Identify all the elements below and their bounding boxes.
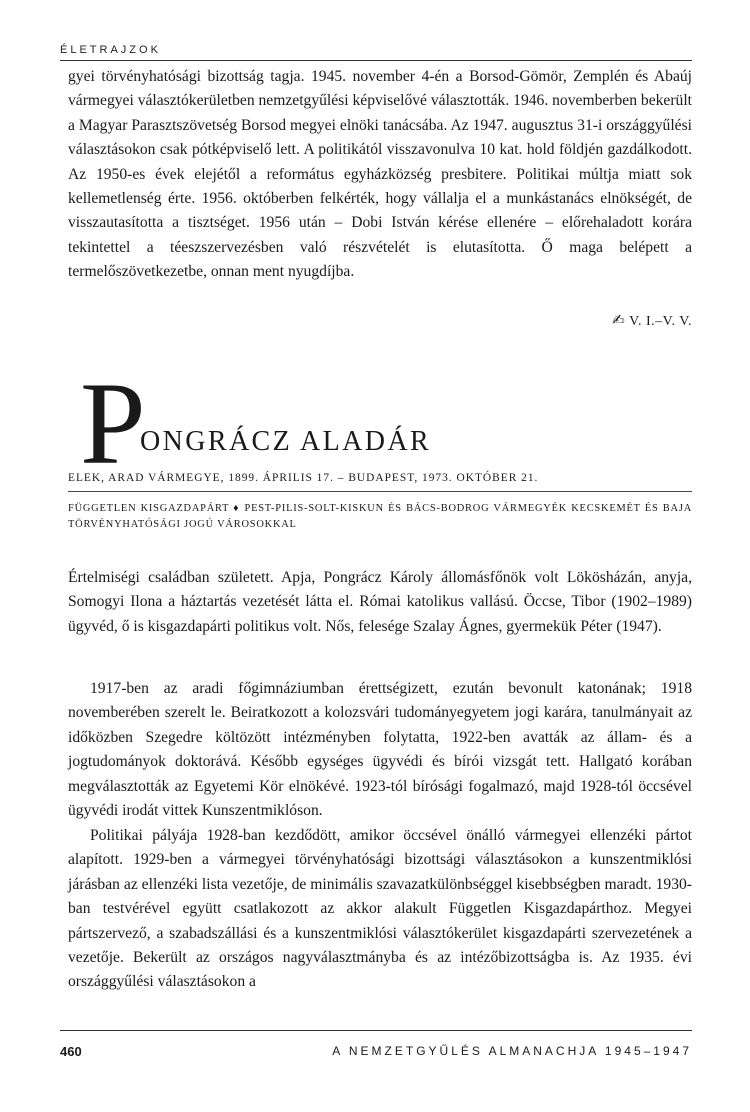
entry-dropcap: P: [80, 358, 146, 489]
footer-rule: [60, 1030, 692, 1031]
author-signature: [612, 311, 692, 330]
page-number: 460: [60, 1044, 82, 1059]
pen-writing-icon: ✍: [612, 311, 626, 329]
biography-paragraph: Politikai pályája 1928-ban kezdődött, amikor öccsével önálló vármegyei ellenzéki pártot alapított. 1929-ben a vármegyei törvényhatósági bizottsági választásokon a kunszentmiklósi járásban az ellenzéki lista vezetője, de minimális szavazatkülönbséggel kisebbségben maradt. 1930-ban testvérével együtt csatlakozott az akkor alakult Független Kisgazdapárthoz. Megyei pártszervező, a szabadszállási és a kunszentmiklósi választókerület kisgazdapárti szervezetének a vezetője. Bekerült az országos nagyválasztmányba és az intézőbizottságba is. Az 1935. évi országgyűlési választásokon a: [68, 827, 692, 991]
party-constituency: FÜGGETLEN KISGAZDAPÁRT ♦ PEST-PILIS-SOLT-KISKUN ÉS BÁCS-BODROG VÁRMEGYÉK KECSKEMÉT ÉS BAJA TÖRVÉNYHATÓSÁGI JOGÚ VÁROSOKKAL: [68, 503, 692, 530]
signature-text: V. I.–V. V.: [629, 314, 692, 329]
biography-paragraph: 1917-ben az aradi főgimnáziumban érettségizett, ezután bevonult katonának; 1918 novemberében szerelt le. Beiratkozott a kolozsvári tudományegyetem jogi karára, tanulmányait az időközben Szegedre költözött intézményben folytatta, 1922-ben avatták az állam- és a jogtudományok doktorává. Később egységes ügyvédi és bírói vizsgát tett. Hallgató korában megválasztották az Egyetemi Kör elnökévé. 1923-tól bírósági fogalmazó, majd 1928-tól öccsével ügyvédi irodát vittek Kunszentmiklóson.: [68, 680, 692, 820]
footer-book-title: A NEMZETGYŰLÉS ALMANACHJA 1945–1947: [332, 1044, 692, 1058]
entry-rule: [68, 491, 692, 492]
header-rule: [60, 60, 692, 61]
biography-paragraph: Értelmiségi családban született. Apja, Pongrácz Károly állomásfőnök volt Lökösházán, anyja, Somogyi Ilona a háztartás vezetését látta el. Római katolikus vallású. Öccse, Tibor (1902–1989) ügyvéd, ő is kisgazdapárti politikus volt. Nős, felesége Szalay Ágnes, gyermekük Péter (1947).: [68, 569, 692, 635]
running-header: ÉLETRAJZOK: [60, 44, 161, 56]
previous-entry-paragraph: gyei törvényhatósági bizottság tagja. 1945. november 4-én a Borsod-Gömör, Zemplén és Abaúj vármegyei választókerületben nemzetgyűlési képviselővé választották. 1946. novemberben bekerült a Magyar Parasztszövetség Borsod megyei elnöki tanácsába. Az 1947. augusztus 31-i országgyűlési választásokon csak pótképviselő lett. A politikától visszavonulva 10 kat. hold földjén gazdálkodott. Az 1950-es évek elejétől a református egyházközség presbitere. Politikai múltja miatt sok kellemetlenség érte. 1956. októberben felkérték, hogy vállalja el a munkástanács elnökségét, de visszautasította a tisztséget. 1956 után – Dobi István kérése ellenére – előrehaladott korára tekintettel a téeszszervezésben való részvételét is elutasította. Ő maga belépett a termelőszövetkezetbe, onnan ment nyugdíjba.: [68, 68, 692, 281]
entry-name: ONGRÁCZ ALADÁR: [140, 426, 432, 457]
birth-death-line: ELEK, ARAD VÁRMEGYE, 1899. ÁPRILIS 17. – BUDAPEST, 1973. OKTÓBER 21.: [68, 472, 539, 484]
